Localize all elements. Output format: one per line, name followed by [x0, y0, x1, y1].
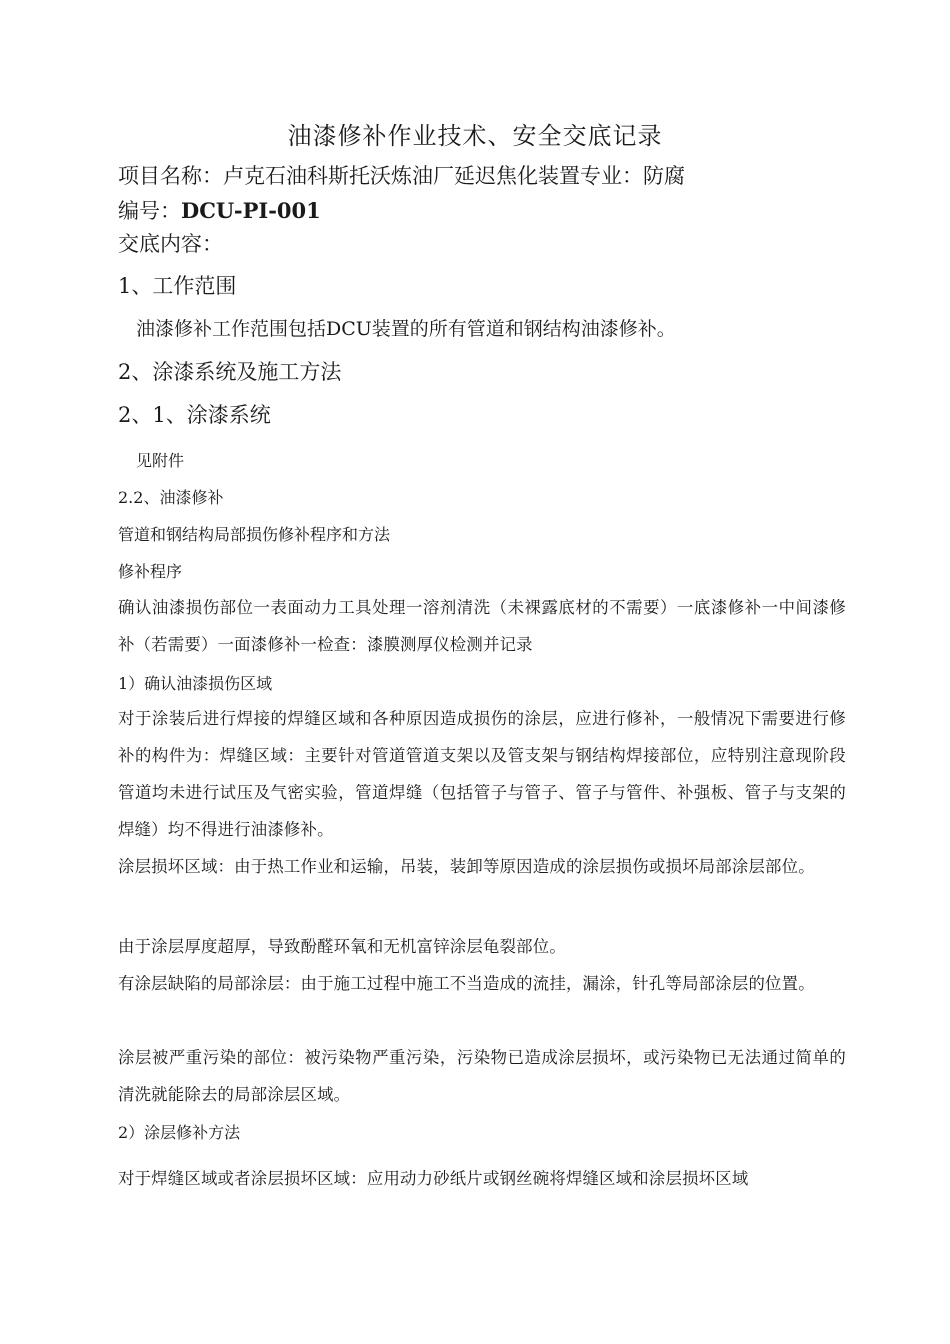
step-1-heading: 1）确认油漆损伤区域: [118, 674, 273, 693]
step-2-heading: 2）涂层修补方法: [118, 1123, 241, 1142]
number-value: DCU-PI-001: [181, 198, 321, 223]
project-line: 项目名称：卢克石油科斯托沃炼油厂延迟焦化装置专业：防腐: [118, 164, 685, 188]
procedure-text: 确认油漆损伤部位一表面动力工具处理一溶剂清洗（未裸露底材的不需要）一底漆修补一中间漆修补（若需要）一面漆修补一检查：漆膜测厚仪检测并记录: [118, 598, 846, 654]
section-1-heading: 1、工作范围: [118, 274, 237, 298]
section-1-body: 油漆修补工作范围包括DCU装置的所有管道和钢结构油漆修补。: [136, 318, 676, 340]
document-number: [118, 195, 321, 225]
step-1-paragraph-3: 由于涂层厚度超厚，导致酚醛环氧和无机富锌涂层龟裂部位。: [118, 937, 566, 956]
step-2-paragraph-1: 对于焊缝区域或者涂层损坏区域：应用动力砂纸片或钢丝碗将焊缝区域和涂层损坏区域: [118, 1169, 749, 1188]
procedure-label: 修补程序: [118, 562, 183, 581]
step-1-paragraph-1: 对于涂装后进行焊接的焊缝区域和各种原因造成损伤的涂层，应进行修补，一般情况下需要进行修补的构件为：焊缝区域：主要针对管道管道支架以及管支架与钢结构焊接部位，应特别注意现阶段管道均未进行试压及气密实验，管道焊缝（包括管子与管子、管子与管件、补强板、管子与支架的焊缝）均不得进行油漆修补。: [118, 709, 846, 839]
section-2-heading: 2、涂漆系统及施工方法: [118, 360, 342, 384]
section-2-1-body: 见附件: [136, 451, 185, 470]
number-label: 编号：: [118, 199, 181, 223]
step-1-paragraph-5: 涂层被严重污染的部位：被污染物严重污染，污染物已造成涂层损坏，或污染物已无法通过简单的清洗就能除去的局部涂层区域。: [118, 1048, 846, 1104]
step-1-paragraph-2: 涂层损坏区域：由于热工作业和运输，吊装，装卸等原因造成的涂层损伤或损坏局部涂层部位。: [118, 857, 815, 876]
section-2-2-subheading: 管道和钢结构局部损伤修补程序和方法: [118, 525, 391, 544]
section-2-1-heading: 2、1、涂漆系统: [118, 403, 271, 427]
document-title: 油漆修补作业技术、安全交底记录: [287, 122, 663, 150]
step-1-paragraph-4: 有涂层缺陷的局部涂层：由于施工过程中施工不当造成的流挂，漏涂，针孔等局部涂层的位置。: [118, 974, 815, 993]
section-2-2-heading: 2.2、油漆修补: [118, 488, 224, 507]
content-label: 交底内容：: [118, 232, 223, 256]
